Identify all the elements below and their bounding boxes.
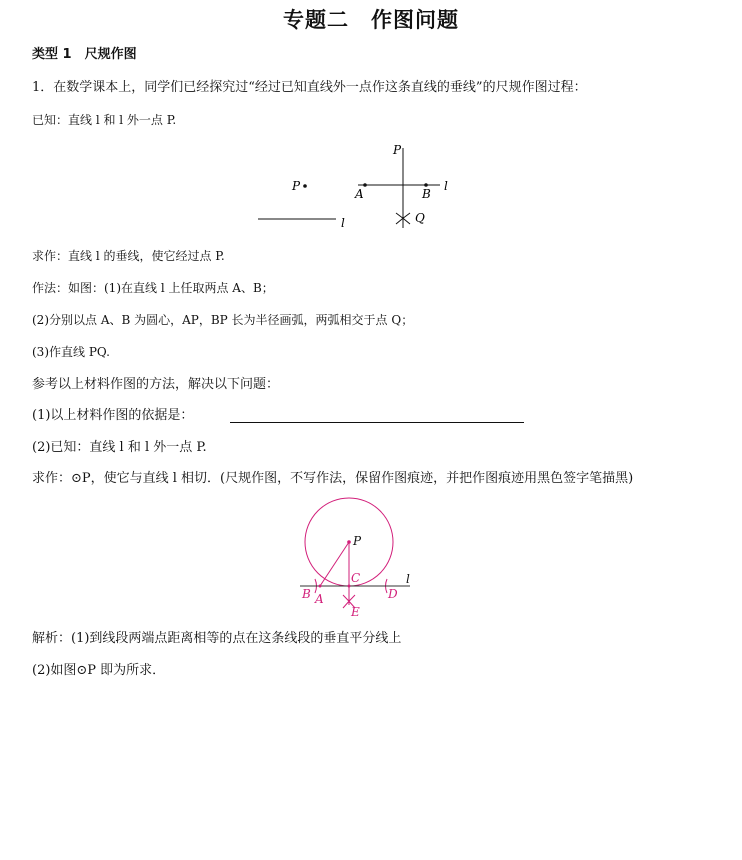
- method-step-1: 作法：如图：(1)在直线 l 上任取两点 A、B；: [32, 281, 274, 295]
- fig3-label-d: D: [388, 587, 398, 601]
- find-text: 求作：直线 l 的垂线，使它经过点 P.: [32, 249, 225, 263]
- method-step-3: (3)作直线 PQ.: [32, 345, 110, 359]
- figure-tangent-circle: [290, 495, 430, 625]
- fig2-label-a: A: [355, 187, 364, 201]
- fig3-point-p: [347, 540, 351, 544]
- fig3-label-b: B: [302, 587, 311, 601]
- figure-point-and-line: [250, 170, 360, 240]
- problem-intro: 1．在数学课本上，同学们已经探究过“经过已知直线外一点作这条直线的垂线”的尺规作图过程：: [32, 80, 587, 95]
- page-title: 专题二 作图问题: [283, 8, 459, 32]
- fig3-label-l: l: [406, 572, 410, 586]
- solution-line-1: 解析：(1)到线段两端点距离相等的点在这条线段的垂直平分线上: [32, 631, 402, 646]
- segment-pa: [320, 542, 349, 586]
- fig2-point-a: [363, 183, 367, 187]
- fig2-label-q: Q: [415, 211, 425, 225]
- fig3-label-p: P: [353, 534, 362, 548]
- section-heading: 类型 1 尺规作图: [32, 47, 137, 62]
- fig3-label-a: A: [315, 592, 324, 606]
- figure-perpendicular-construction: [350, 140, 460, 235]
- solution-line-2: (2)如图⊙P 即为所求．: [32, 663, 166, 678]
- question-2-find: 求作：⊙P，使它与直线 l 相切．(尺规作图，不写作法，保留作图痕迹，并把作图痕迹用黑色签字笔描黑): [32, 471, 634, 486]
- prompt-text: 参考以上材料作图的方法，解决以下问题：: [32, 377, 280, 392]
- fig1-point-p: [303, 184, 307, 188]
- method-step-2: (2)分别以点 A、B 为圆心，AP，BP 长为半径画弧，两弧相交于点 Q；: [32, 313, 414, 327]
- question-2-given: (2)已知：直线 l 和 l 外一点 P.: [32, 440, 207, 455]
- fig3-point-a: [319, 585, 322, 588]
- fig3-label-e: E: [351, 605, 360, 619]
- question-1: (1)以上材料作图的依据是：: [32, 408, 194, 423]
- fig3-label-c: C: [351, 571, 361, 585]
- fig2-label-p: P: [393, 143, 402, 157]
- answer-blank-line: [230, 422, 524, 423]
- fig1-label-p: P: [292, 179, 301, 193]
- fig2-label-l: l: [444, 179, 448, 193]
- fig1-label-l: l: [341, 216, 345, 230]
- given-text: 已知：直线 l 和 l 外一点 P.: [32, 113, 177, 127]
- fig2-label-b: B: [422, 187, 431, 201]
